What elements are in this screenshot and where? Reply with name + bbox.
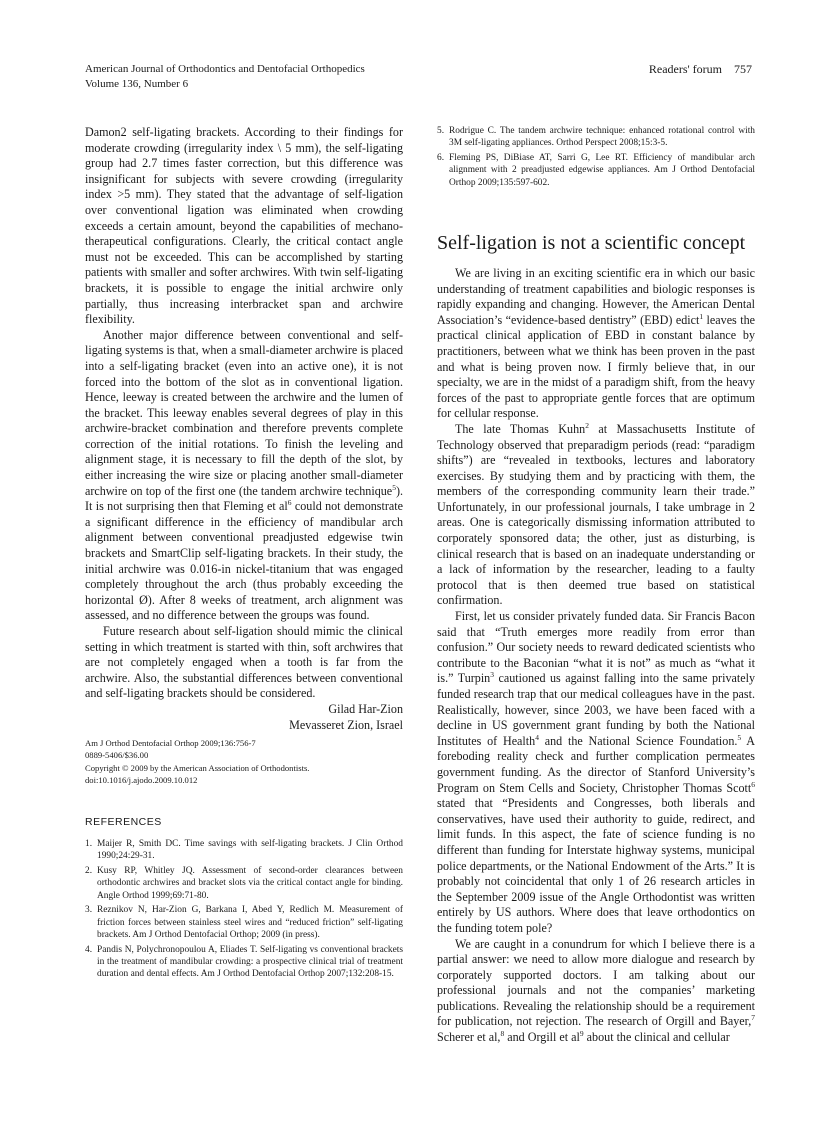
journal-volume: Volume 136, Number 6 <box>85 78 189 90</box>
right-paragraph-3: First, let us consider privately funded data. Sir Francis Bacon said that “Truth emerges more readily from error than confusion.” Our society needs to reward dedicated scientists who contribute to the Baconian “what it is not” as much as “what it is.” Turpin$^3$ cautioned us against falling into the same privately funded research trap that our medical colleagues have in the past. Realistically, however, since 2003, we have been faced with a decline in US government grant funding by both the National Institutes of Health$^4$ and the National Science Foundation.$^5$ A foreboding reality check and further complication permeates government funding. As the director of Stanford University’s Program on Stem Cells and Society, Christopher Thomas Scott$^6$ stated that “Presidents and Congresses, both liberals and conservatives, have used their authority to guide, redirect, and limit funds. In this aspect, the fate of science funding is no different than funding for Interstate highway systems, municipal police departments, or the National Endowment of the Arts.” It is probably not coincidental that only 1 of 26 research articles in the September 2009 issue of the Angle Orthodontist was written entirely by US authors. Where does that leave orthodontics on the funding totem pole? <box>437 609 755 935</box>
author-location: Mevasseret Zion, Israel <box>289 717 403 732</box>
right-paragraph-4: We are caught in a conundrum for which I believe there is a partial answer: we need to allow more dialogue and research by corporately supported doctors. I am talking about our professional journals and not the companies’ marketing publications. Revealing the relationship should be a requirement for publication, not rejection. The research of Orgill and Bayer,$^7$ Scherer et al,$^8$ and Orgill et $al^9$ about the clinical and cellular <box>437 936 755 1045</box>
reference-list-continued <box>437 125 755 189</box>
reference-item: 5. Rodrigue C. The tandem archwire technique: enhanced rotational control with 3M self-ligating appliances. Orthod Perspect 2008;15:3-5. <box>437 126 755 149</box>
author-signature <box>85 702 403 733</box>
citation-line: Am J Orthod Dentofacial Orthop 2009;136:756-7 <box>85 738 256 749</box>
article-title: Self-ligation is not a scientific concept <box>437 231 746 254</box>
citation-superscript: 6 <box>751 779 755 789</box>
reference-item: 3. Reznikov N, Har-Zion G, Barkana I, Abed Y, Redlich M. Measurement of friction forces between stainless steel wires and “reduced friction” self-ligating brackets. Am J Orthod Dentofacial Orthop; 2009 (in press). <box>85 905 403 941</box>
citation-superscript: 8 <box>500 1029 505 1039</box>
page-number: 757 <box>734 62 752 76</box>
citation-superscript: 2 <box>585 420 589 430</box>
reference-item: 2. Kusy RP, Whitley JQ. Assessment of second-order clearances between orthodontic archwires and bracket slots via the critical contact angle for binding. Angle Orthod 1999;69:71-80. <box>85 866 403 901</box>
citation-superscript: 3 <box>490 670 494 680</box>
left-paragraph-1: Damon2 self-ligating brackets. According to their findings for moderate crowding (irregularity index \ 5 mm), the self-ligating group had 2.7 times faster correction, but this difference was insignificant for subjects with severe crowding (irregularity index >5 mm). They stated that the advantage of self-ligation over conventional ligation was eliminated when crowding exceeds a certain amount, beyond the capabilities of mechano-therapeutical configurations. Clearly, the critical contact angle must not be exceeded. This can be accomplished by starting patients with smaller and softer archwires. With twin self-ligating brackets, it is possible to engage the initial archwire only partially, thus increasing interbracket span and archwire flexibility. <box>85 125 403 327</box>
doi-line: doi:10.1016/j.ajodo.2009.10.012 <box>85 774 198 785</box>
copyright-line: Copyright © 2009 by the American Association of Orthodontists. <box>85 762 310 773</box>
section-name: Readers' forum <box>648 62 722 76</box>
citation-superscript: 6 <box>287 498 292 508</box>
reference-list <box>85 838 403 981</box>
reference-item: 1. Maijer R, Smith DC. Time savings with self-ligating brackets. J Clin Orthod 1990;24:29-31. <box>85 838 403 862</box>
citation-superscript: 9 <box>579 1029 584 1039</box>
reference-item: 6. Fleming PS, DiBiase AT, Sarri G, Lee RT. Efficiency of mandibular arch alignment with 2 preadjusted edgewise appliances. Am J Orthod Dentofacial Orthop 2009;135:597-602. <box>437 153 755 188</box>
citation-superscript: 7 <box>751 1013 755 1023</box>
right-paragraph-1: We are living in an exciting scientific era in which our basic understanding of treatment capabilities and biologic responses is rapidly expanding and changing. However, the American Dental Association’s “evidence-based dentistry” (EBD) edict$^1$ leaves the practical clinical application of EBD in constant balance by practitioners, between what we think has been proven in the past and what is being proven now. I firmly believe that, in our specialty, we are in the midst of a paradigm shift, from the heavy forces of the past to appropriate gentle forces that are optimum for cellular response. <box>437 265 755 421</box>
author-name: Gilad Har-Zion <box>328 701 403 716</box>
right-column <box>437 125 755 1046</box>
citation-superscript: 5 <box>737 732 742 742</box>
references-heading: REFERENCES <box>85 815 162 828</box>
left-paragraph-3: Future research about self-ligation should mimic the clinical setting in which treatment is started with thin, soft archwires that are not completely engaged when a tooth is far from the archwire. Also, the substantial differences between conventional and self-ligating brackets should be considered. <box>85 624 403 701</box>
citation-superscript: 4 <box>535 732 539 742</box>
left-column <box>85 125 403 983</box>
right-paragraph-2: The late Thomas Kuhn$^2$ at Massachusetts Institute of Technology observed that preparadigm periods (read: “paradigm shifts”) are “revealed in textbooks, lectures and laboratory exercises. By studying them and by practicing with them, the members of the corresponding community learn their trade.” Unfortunately, in our professional journals, I take umbrage in 2 areas. One is categorically dismissing information attributed to corporately sponsored data; the other, just as disturbing, is clinical research that is based on an inadequate understanding or a lack of information by the researcher, leading to a faulty protocol that is then deemed true based on statistical confirmation. <box>437 420 755 608</box>
citation-superscript: 1 <box>699 311 704 321</box>
issn-line: 0889-5406/$36.00 <box>85 750 149 761</box>
left-paragraph-2: Another major difference between conventional and self-ligating systems is that, when a small-diameter archwire is placed into a self-ligating bracket (even into an active one), it is not forced into the bottom of the slot as in conventional ligation. Hence, leeway is created between the archwire and the lumen of the bracket. This leeway enables several degrees of play in this archwire-bracket combination and therefore prevents complete correction of the initial rotations. To finish the leveling and alignment stage, it is necessary to fill the depth of the slot, by either increasing the wire size or placing another small-diameter archwire on top of the first one (the tandem archwire technique$^5$). It is not surprising then that Fleming et $al^6$ could not demonstrate a significant difference in the efficiency of mandibular arch alignment between conventional preadjusted edgewise twin brackets and SmartClip self-ligating brackets. In their study, the initial archwire was 0.016-in nickel-titanium that was engaged completely throughout the arch (thus probably exceeding the horizontal Ø). After 8 weeks of treatment, arch alignment was assessed, and no difference between the groups was found. <box>85 327 403 623</box>
running-header-right <box>649 62 752 77</box>
article-metadata <box>85 737 403 786</box>
running-header-left <box>85 62 365 92</box>
citation-superscript: 5 <box>392 482 396 492</box>
reference-item: 4. Pandis N, Polychronopoulou A, Eliades T. Self-ligating vs conventional brackets in the treatment of mandibular crowding: a prospective clinical trial of treatment duration and dental effects. Am J Orthod Dentofacial Orthop 2007;132:208-15. <box>85 944 403 980</box>
journal-name: American Journal of Orthodontics and Dentofacial Orthopedics <box>85 63 365 75</box>
